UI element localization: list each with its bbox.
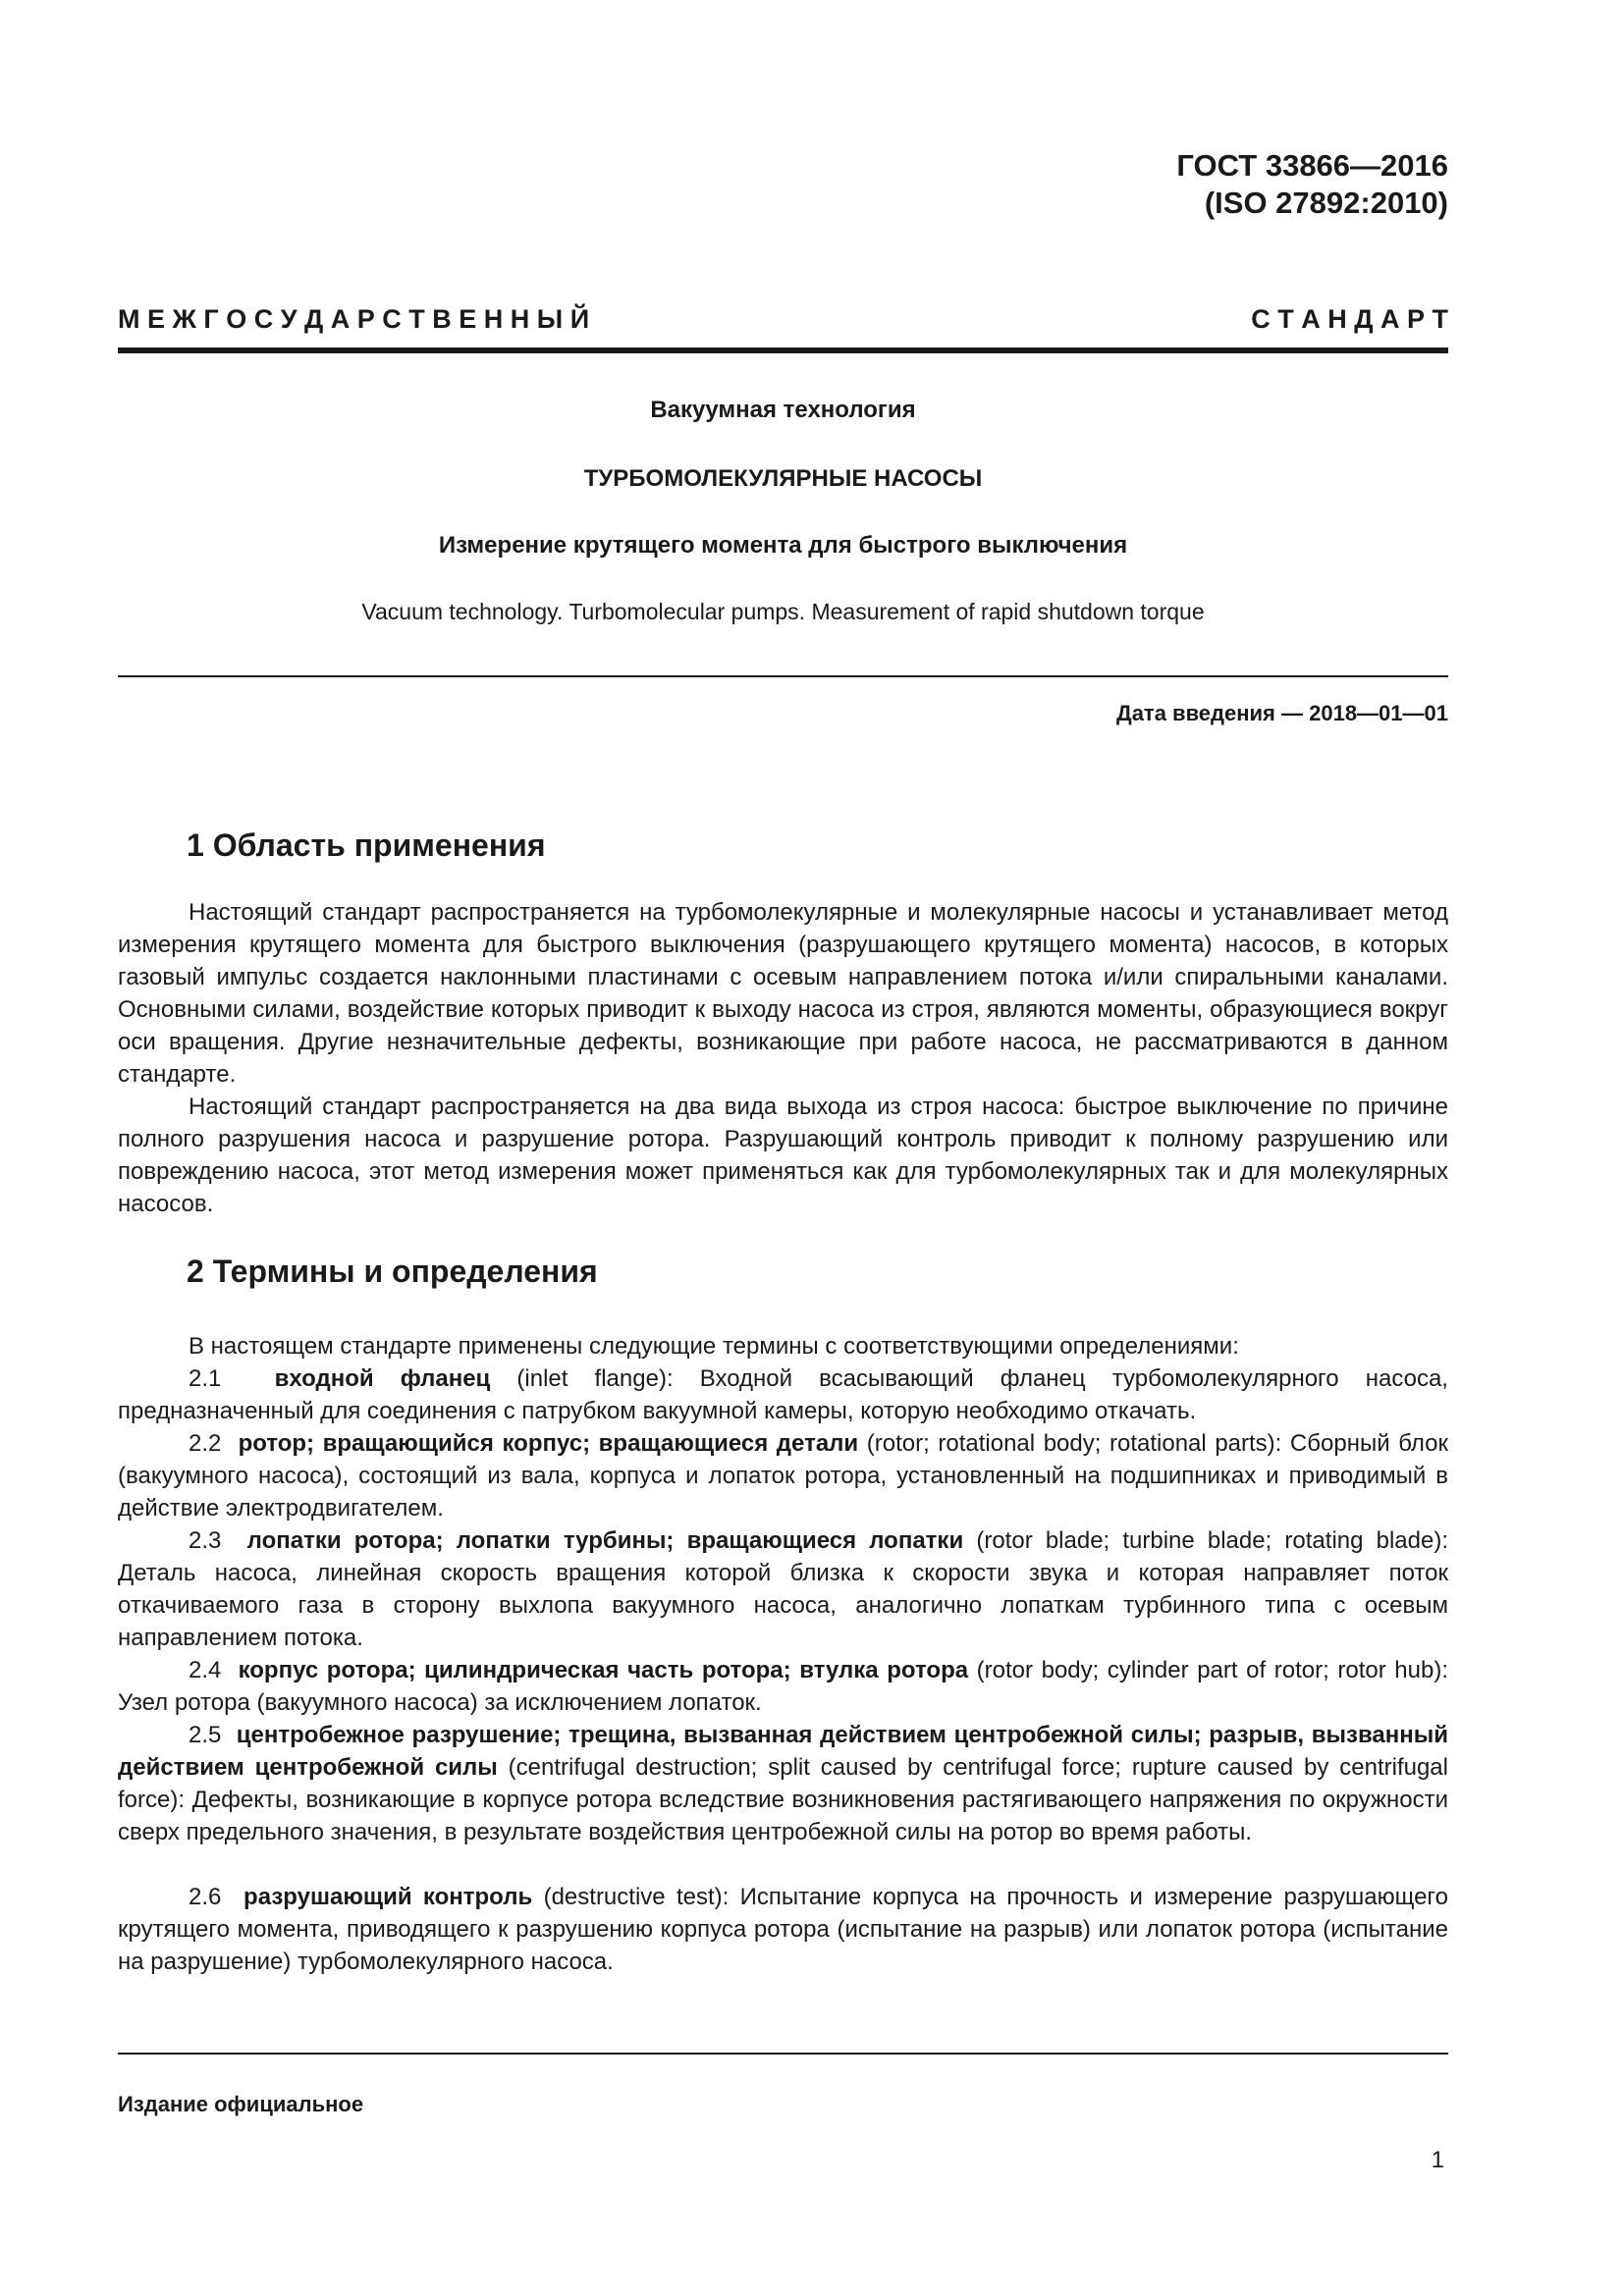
term-2-5 [118, 1719, 1448, 1848]
term-name: корпус ротора; цилиндрическая часть ротора; втулка ротора [238, 1657, 969, 1683]
term-2-6 [118, 1881, 1448, 1978]
term-number: 2.3 [189, 1527, 222, 1554]
standard-type-word-2: С Т А Н Д А Р Т [1251, 304, 1448, 334]
term-2-4 [118, 1654, 1448, 1719]
term-name: ротор; вращающийся корпус; вращающиеся детали [238, 1430, 859, 1457]
title-english: Vacuum technology. Turbomolecular pumps. Measurement of rapid shutdown torque [361, 599, 1205, 624]
term-definition: (inlet flange): Входной всасывающий фланец турбомолекулярного насоса, предназначенный для соединения с патрубком вакуумной камеры, которую необходимо откачать. [118, 1365, 1448, 1424]
standard-type [118, 304, 1448, 335]
term-2-3 [118, 1524, 1448, 1654]
term-2-1 [118, 1362, 1448, 1427]
term-definition: (destructive test): Испытание корпуса на прочность и измерение разрушающего крутящего момента, приводящего к разрушению корпуса ротора (испытание на разрыв) или лопаток ротора (испытание на разрушение) турбомолекулярного насоса. [118, 1884, 1448, 1975]
term-definition: (rotor blade; turbine blade; rotating blade): Деталь насоса, линейная скорость вращения которой близка к скорости звука и которая направляет поток откачиваемого газа в сторону выхлопа вакуумного насоса, аналогично лопаткам турбинного типа с осевым направлением потока. [118, 1527, 1448, 1651]
official-edition-label: Издание официальное [118, 2092, 364, 2116]
title-line-1: Вакуумная технология [650, 397, 916, 423]
footer-rule [118, 2053, 1448, 2055]
introduction-date: Дата введения — 2018—01—01 [1116, 701, 1448, 725]
term-name: разрушающий контроль [243, 1884, 533, 1910]
title-rule [118, 675, 1448, 677]
title-line-3: Измерение крутящего момента для быстрого выключения [438, 532, 1128, 559]
term-definition: (centrifugal destruction; split caused by centrifugal force; rupture caused by centrifugal force): Дефекты, возникающие в корпусе ротора вследствие возникновения растягивающего напряжения по окружности сверх предельного значения, в результате воздействия центробежной силы на ротор во время работы. [118, 1754, 1448, 1845]
page-number: 1 [1431, 2147, 1444, 2173]
section-1-paragraph-1: Настоящий стандарт распространяется на турбомолекулярные и молекулярные насосы и устанавливает метод измерения крутящего момента для быстрого выключения (разрушающего крутящего момента) насосов, в которых газовый импульс создается наклонными пластинами с осевым направлением потока и/или спиральными каналами. Основными силами, воздействие которых приводит к выходу насоса из строя, являются моменты, образующиеся вокруг оси вращения. Другие незначительные дефекты, возникающие при работе насоса, не рассматриваются в данном стандарте. [118, 899, 1448, 1088]
gost-number: ГОСТ 33866—2016 [1176, 148, 1448, 183]
term-2-2 [118, 1427, 1448, 1524]
header-rule [118, 347, 1448, 353]
term-definition: (rotor; rotational body; rotational parts): Сборный блок (вакуумного насоса), состоящий из вала, корпуса и лопаток ротора, установленный на подшипниках и приводимый в действие электродвигателем. [118, 1430, 1448, 1522]
term-number: 2.2 [189, 1430, 222, 1457]
term-number: 2.5 [189, 1722, 222, 1748]
term-name: входной фланец [274, 1365, 491, 1392]
term-definition: (rotor body; cylinder part of rotor; rotor hub): Узел ротора (вакуумного насоса) за исключением лопаток. [118, 1657, 1448, 1716]
section-1-paragraph-2: Настоящий стандарт распространяется на два вида выхода из строя насоса: быстрое выключение по причине полного разрушения насоса и разрушение ротора. Разрушающий контроль приводит к полному разрушению или повреждению насоса, этот метод измерения может применяться как для турбомолекулярных так и для молекулярных насосов. [118, 1094, 1448, 1217]
term-name: лопатки ротора; лопатки турбины; вращающиеся лопатки [246, 1527, 964, 1554]
standard-type-word-1: М Е Ж Г О С У Д А Р С Т В Е Н Н Ы Й [118, 304, 590, 334]
term-number: 2.4 [189, 1657, 222, 1683]
section-2-intro: В настоящем стандарте применены следующие термины с соответствующими определениями: [189, 1333, 1239, 1360]
section-1-heading: 1 Область применения [187, 828, 546, 863]
term-number: 2.1 [189, 1365, 222, 1392]
title-line-2: ТУРБОМОЛЕКУЛЯРНЫЕ НАСОСЫ [583, 465, 983, 492]
iso-number: (ISO 27892:2010) [1204, 186, 1448, 220]
term-number: 2.6 [189, 1884, 222, 1910]
term-name: центробежное разрушение; трещина, вызванная действием центробежной силы; разрыв, вызванный действием центробежной силы [118, 1722, 1448, 1781]
section-2-heading: 2 Термины и определения [187, 1254, 598, 1289]
document-number [1176, 147, 1448, 222]
